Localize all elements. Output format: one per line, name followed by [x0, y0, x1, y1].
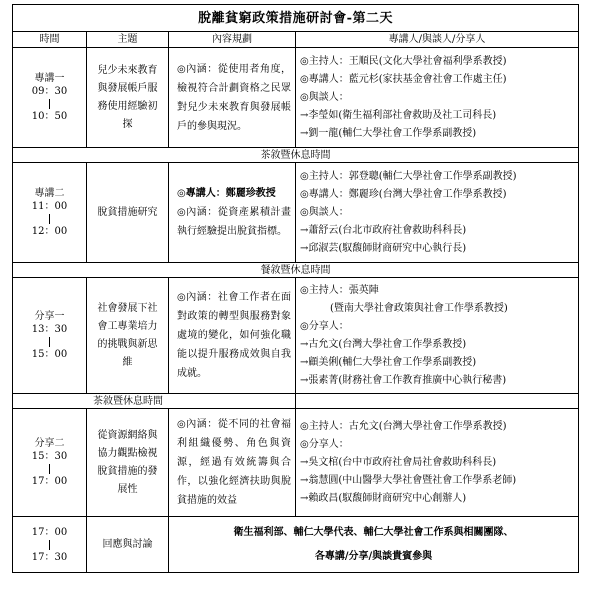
session-3-content-line: ◎內涵：社會工作者在面對政策的轉型與服務對象處境的變化，如何強化職能以提升服務成效與自我成就。: [177, 292, 291, 379]
session-3-start: 13：30: [31, 324, 68, 335]
speaker-line: ◎分享人：: [300, 320, 349, 332]
header-topic: 主題: [87, 32, 169, 48]
session-1-time: [13, 48, 87, 148]
break-row-2: 餐敘暨休息時間: [13, 263, 579, 278]
session-3-speakers: [296, 278, 579, 394]
session-3-end: 15：00: [31, 349, 68, 360]
session-1-speakers: [296, 48, 579, 148]
session-2-end: 12：00: [31, 226, 68, 237]
time-separator: [49, 337, 50, 347]
final-row: [13, 517, 579, 573]
agenda-sheet: [12, 4, 578, 573]
session-3-topic: 社會發展下社會工專業培力的挑戰與新思維: [87, 278, 169, 394]
header-time: 時間: [13, 32, 87, 48]
final-topic: 回應與討論: [87, 517, 169, 573]
session-1-content: [169, 48, 296, 148]
final-time: [13, 517, 87, 573]
speaker-line: →邱淑芸(馭馥師財商研究中心執行長): [300, 242, 467, 254]
speaker-line: →蕭舒云(台北市政府社會救助科科長): [300, 224, 467, 236]
header-speakers: 專講人/與談人/分享人: [296, 32, 579, 48]
speaker-line: →賴政昌(馭馥師財商研究中心創辦人): [300, 492, 467, 504]
session-2-content: [169, 163, 296, 263]
speaker-line: →翁慧圓(中山醫學大學社會暨社會工作學系老師): [300, 474, 517, 486]
session-3-time: [13, 278, 87, 394]
session-3-content: [169, 278, 296, 394]
speaker-line: ◎與談人：: [300, 91, 349, 103]
speaker-line: →劉一龍(輔仁大學社會工作學系副教授): [300, 127, 477, 139]
session-2-topic: 脫貧措施研究: [87, 163, 169, 263]
agenda-table: [12, 4, 579, 573]
session-4-speakers: [296, 409, 579, 517]
session-1-content-line: ◎內涵：從使用者角度，檢視符合計劃資格之民眾對兒少未來教育與發展帳戶的參與現況。: [177, 63, 291, 132]
speaker-line: ◎與談人：: [300, 206, 349, 218]
header-row: [13, 32, 579, 48]
break-row-3-blank: [296, 394, 579, 409]
session-4-time: [13, 409, 87, 517]
page-title: 脫離貧窮政策措施研討會-第二天: [13, 5, 579, 32]
speaker-line: →張素菁(財務社會工作教育推廣中心執行秘書): [300, 374, 507, 386]
time-separator: [49, 464, 50, 474]
speaker-line: (暨南大學社會政策與社會工作學系教授): [330, 302, 508, 314]
speaker-line: ◎專講人：藍元杉(家扶基金會社會工作處主任): [300, 73, 507, 85]
speaker-line: →顧美俐(輔仁大學社會工作學系副教授): [300, 356, 477, 368]
session-4-topic: 從資源網絡與協力觀點檢視脫貧措施的發展性: [87, 409, 169, 517]
session-2-speakers: [296, 163, 579, 263]
session-1-topic: 兒少未來教育與發展帳戶服務使用經驗初探: [87, 48, 169, 148]
session-4-content-line: ◎內涵：從不同的社會福利組織優勢、角色與資源，經過有效統籌與合作，以強化經濟扶助與脫貧措施的效益: [177, 419, 291, 506]
time-separator: [49, 540, 50, 550]
speaker-line: →吳文棺(台中市政府社會局社會救助科科長): [300, 456, 497, 468]
final-participants: [169, 517, 579, 573]
session-row-2: [13, 163, 579, 263]
session-2-time: [13, 163, 87, 263]
session-4-end: 17：00: [31, 476, 68, 487]
final-text-line: 各專講/分享/與談貴賓參與: [314, 550, 433, 562]
speaker-line: ◎主持人：郭登聰(輔仁大學社會工作學系副教授): [300, 170, 517, 182]
final-start: 17：00: [31, 526, 68, 538]
time-separator: [49, 99, 50, 109]
header-content: 內容規劃: [169, 32, 296, 48]
session-1-name: 專講一: [34, 73, 65, 84]
session-2-content-line: ◎專講人：鄭麗珍教授: [177, 188, 276, 199]
session-3-name: 分享一: [34, 311, 65, 322]
final-text-line: 衛生福利部、輔仁大學代表、輔仁大學社會工作系與相關團隊、: [233, 526, 514, 538]
speaker-line: ◎主持人：古允文(台灣大學社會工作學系教授): [300, 420, 507, 432]
session-4-start: 15：30: [31, 451, 68, 462]
session-2-content-line: ◎內涵：從資產累積計畫執行經驗提出脫貧指標。: [177, 207, 291, 237]
final-end: 17：30: [31, 551, 68, 563]
session-4-content: [169, 409, 296, 517]
break-row-3: 茶敘暨休息時間: [13, 394, 296, 409]
speaker-line: ◎主持人：張英陣: [300, 284, 379, 296]
session-4-name: 分享二: [34, 438, 65, 449]
session-2-start: 11：00: [31, 201, 68, 212]
speaker-line: →李瑩如(衛生福利部社會救助及社工司科長): [300, 109, 497, 121]
session-row-4: [13, 409, 579, 517]
session-row-3: [13, 278, 579, 394]
session-1-start: 09：30: [31, 86, 68, 97]
speaker-line: ◎分享人：: [300, 438, 349, 450]
time-separator: [49, 214, 50, 224]
speaker-line: ◎主持人：王順民(文化大學社會福利學系教授): [300, 55, 507, 67]
session-2-name: 專講二: [34, 188, 65, 199]
speaker-line: →古允文(台灣大學社會工作學系教授): [300, 338, 467, 350]
session-1-end: 10：50: [31, 111, 68, 122]
break-row-1: 茶敘暨休息時間: [13, 148, 579, 163]
speaker-line: ◎專講人：鄭麗珍(台灣大學社會工作學系教授): [300, 188, 507, 200]
session-row-1: [13, 48, 579, 148]
